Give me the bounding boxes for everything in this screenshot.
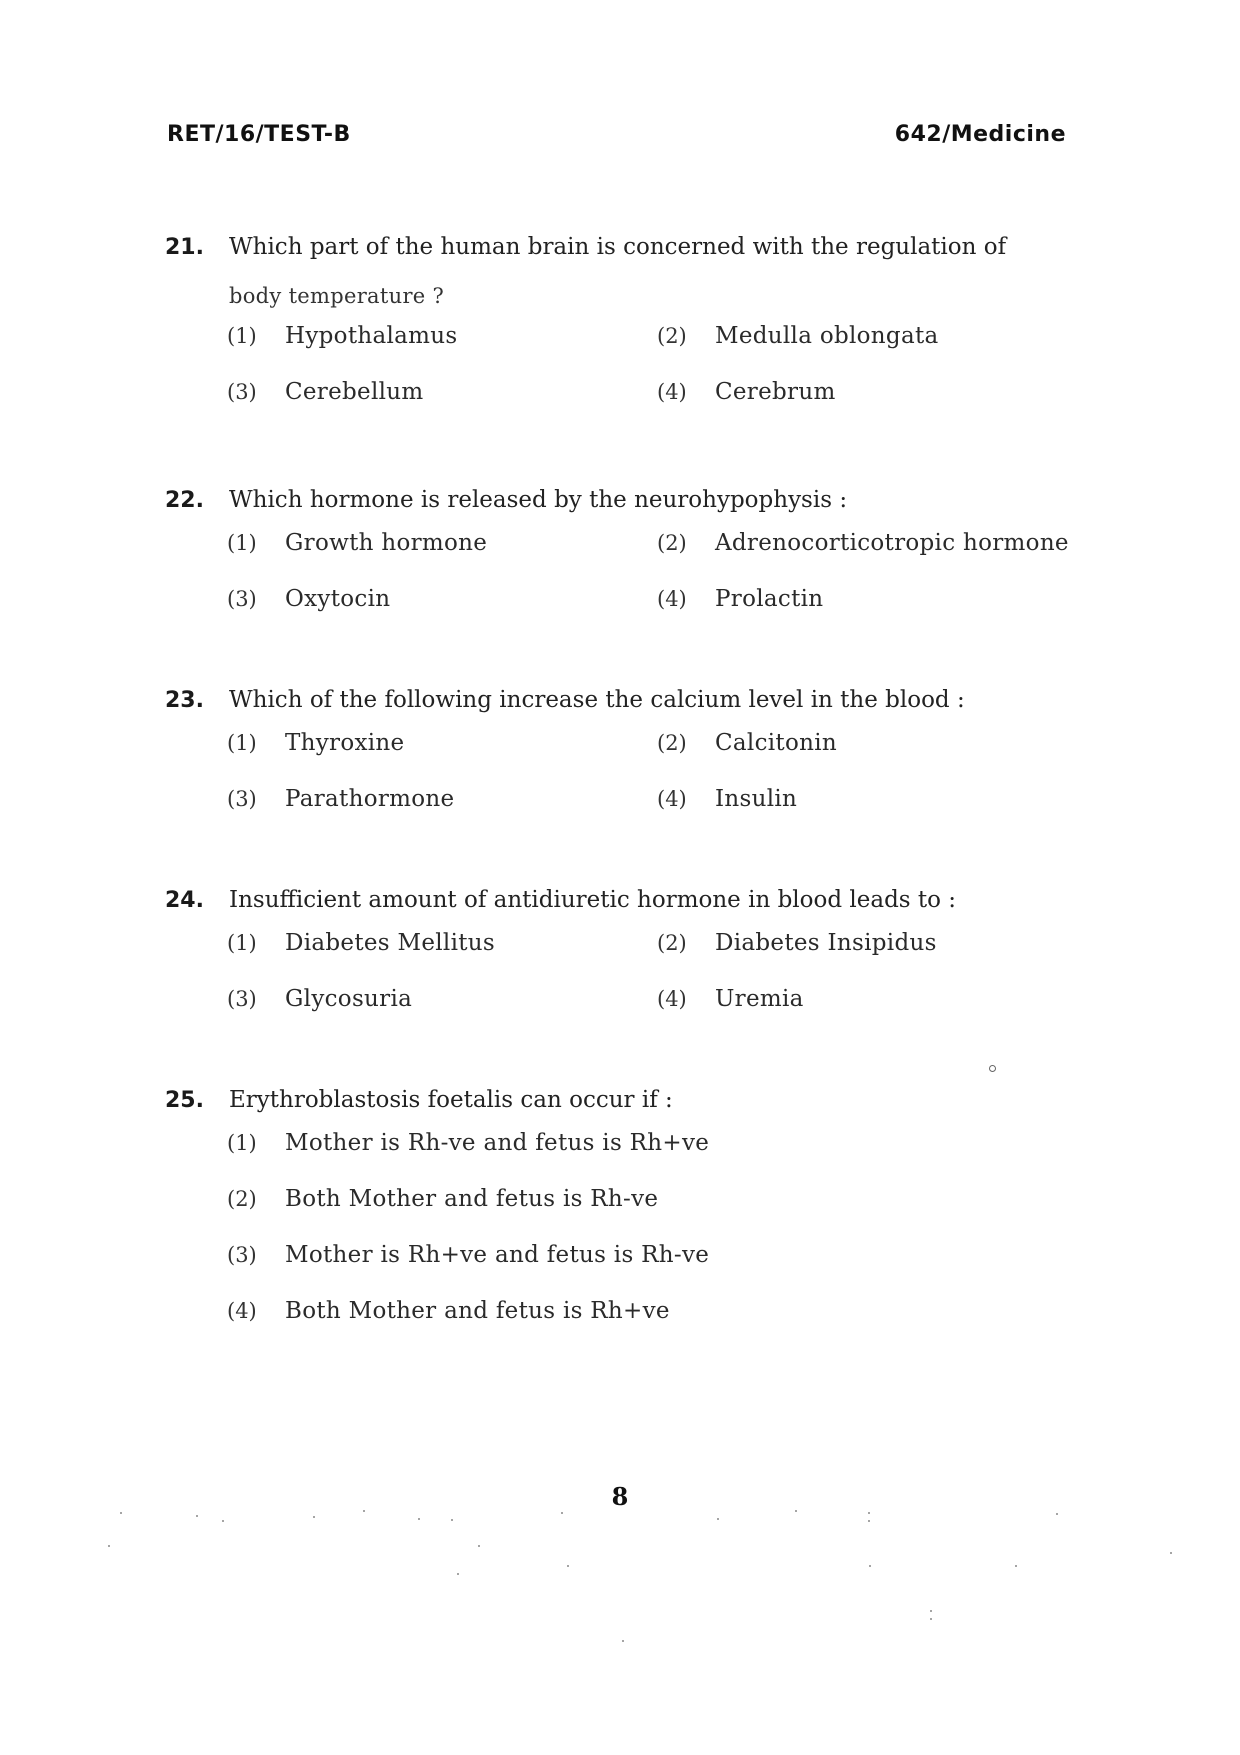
option-3 bbox=[227, 586, 657, 642]
option-text: Hypothalamus bbox=[285, 323, 458, 349]
stray-mark bbox=[989, 1065, 996, 1072]
option-number: (4) bbox=[657, 587, 687, 611]
option-number: (4) bbox=[227, 1299, 257, 1323]
scan-speck bbox=[222, 1520, 224, 1522]
option-number: (3) bbox=[227, 787, 257, 811]
option-number: (3) bbox=[227, 380, 257, 404]
scan-speck bbox=[418, 1518, 420, 1520]
option-text: Diabetes Mellitus bbox=[285, 930, 495, 956]
options-list bbox=[165, 1130, 1085, 1354]
question-text: Insufficient amount of antidiuretic hormone in blood leads to : bbox=[229, 887, 957, 913]
option-number: (2) bbox=[657, 531, 687, 555]
question-text: Erythroblastosis foetalis can occur if : bbox=[229, 1087, 673, 1113]
question-number: 23. bbox=[165, 688, 204, 713]
question-22 bbox=[165, 475, 1085, 642]
question-stem bbox=[165, 475, 1085, 526]
option-4 bbox=[657, 986, 1117, 1042]
question-23 bbox=[165, 675, 1085, 842]
scan-speck bbox=[313, 1516, 315, 1518]
option-text: Oxytocin bbox=[285, 586, 391, 612]
option-number: (1) bbox=[227, 1131, 257, 1155]
option-text: Thyroxine bbox=[285, 730, 405, 756]
scan-speck bbox=[869, 1565, 871, 1567]
question-stem bbox=[165, 875, 1085, 926]
question-text: Which hormone is released by the neurohypophysis : bbox=[229, 487, 848, 513]
scan-speck bbox=[478, 1545, 480, 1547]
option-number: (1) bbox=[227, 931, 257, 955]
scan-speck bbox=[108, 1545, 110, 1547]
option-text: Glycosuria bbox=[285, 986, 413, 1012]
option-text: Mother is Rh-ve and fetus is Rh+ve bbox=[285, 1130, 710, 1156]
scan-speck bbox=[561, 1512, 563, 1514]
scan-speck bbox=[451, 1519, 453, 1521]
question-number: 21. bbox=[165, 235, 204, 260]
scan-speck bbox=[1015, 1565, 1017, 1567]
option-text: Diabetes Insipidus bbox=[715, 930, 937, 956]
option-4 bbox=[657, 379, 1117, 435]
option-number: (3) bbox=[227, 587, 257, 611]
option-4 bbox=[657, 586, 1117, 642]
option-number: (1) bbox=[227, 324, 257, 348]
option-1 bbox=[227, 930, 657, 986]
option-number: (1) bbox=[227, 531, 257, 555]
option-2 bbox=[657, 530, 1117, 586]
question-number: 22. bbox=[165, 488, 204, 513]
option-1 bbox=[227, 323, 657, 379]
option-number: (2) bbox=[657, 324, 687, 348]
scan-speck bbox=[196, 1515, 198, 1517]
question-stem bbox=[165, 222, 1085, 273]
option-text: Cerebrum bbox=[715, 379, 836, 405]
question-stem bbox=[165, 1075, 1085, 1126]
option-text: Medulla oblongata bbox=[715, 323, 939, 349]
option-number: (2) bbox=[227, 1187, 257, 1211]
scan-speck bbox=[795, 1510, 797, 1512]
option-number: (1) bbox=[227, 731, 257, 755]
option-2 bbox=[227, 1186, 1087, 1242]
scan-speck bbox=[622, 1640, 624, 1642]
scan-speck bbox=[363, 1510, 365, 1512]
scan-speck bbox=[1170, 1552, 1172, 1554]
option-text: Both Mother and fetus is Rh+ve bbox=[285, 1298, 670, 1324]
option-3 bbox=[227, 1242, 1087, 1298]
scan-speck bbox=[868, 1512, 870, 1514]
scan-speck bbox=[1056, 1513, 1058, 1515]
subject-code: 642/Medicine bbox=[894, 122, 1066, 147]
option-number: (2) bbox=[657, 731, 687, 755]
option-3 bbox=[227, 379, 657, 435]
options-list bbox=[165, 323, 1085, 435]
option-text: Mother is Rh+ve and fetus is Rh-ve bbox=[285, 1242, 710, 1268]
option-2 bbox=[657, 930, 1117, 986]
option-number: (3) bbox=[227, 1243, 257, 1267]
option-text: Adrenocorticotropic hormone bbox=[715, 530, 1069, 556]
question-24 bbox=[165, 875, 1085, 1042]
page-number: 8 bbox=[611, 1482, 629, 1511]
question-stem bbox=[165, 675, 1085, 726]
scan-speck bbox=[930, 1618, 932, 1620]
option-text: Prolactin bbox=[715, 586, 824, 612]
question-text: Which part of the human brain is concerned with the regulation of bbox=[229, 234, 1007, 260]
question-number: 24. bbox=[165, 888, 204, 913]
option-number: (4) bbox=[657, 987, 687, 1011]
question-21 bbox=[165, 222, 1085, 435]
scan-speck bbox=[567, 1565, 569, 1567]
paper-code: RET/16/TEST-B bbox=[167, 122, 351, 147]
scan-speck bbox=[868, 1520, 870, 1522]
option-number: (3) bbox=[227, 987, 257, 1011]
option-4 bbox=[227, 1298, 1087, 1354]
option-number: (4) bbox=[657, 787, 687, 811]
option-2 bbox=[657, 730, 1117, 786]
option-text: Growth hormone bbox=[285, 530, 488, 556]
question-text-continued: body temperature ? bbox=[229, 284, 445, 308]
question-text: Which of the following increase the calcium level in the blood : bbox=[229, 687, 965, 713]
option-1 bbox=[227, 530, 657, 586]
question-number: 25. bbox=[165, 1088, 204, 1113]
option-text: Cerebellum bbox=[285, 379, 424, 405]
option-1 bbox=[227, 1130, 1087, 1186]
option-text: Uremia bbox=[715, 986, 804, 1012]
option-2 bbox=[657, 323, 1117, 379]
scan-speck bbox=[717, 1518, 719, 1520]
option-3 bbox=[227, 986, 657, 1042]
option-1 bbox=[227, 730, 657, 786]
option-text: Parathormone bbox=[285, 786, 455, 812]
options-list bbox=[165, 730, 1085, 842]
option-3 bbox=[227, 786, 657, 842]
scan-speck bbox=[930, 1610, 932, 1612]
options-list bbox=[165, 530, 1085, 642]
scan-speck bbox=[120, 1512, 122, 1514]
option-number: (4) bbox=[657, 380, 687, 404]
question-25 bbox=[165, 1075, 1085, 1354]
option-text: Calcitonin bbox=[715, 730, 837, 756]
option-number: (2) bbox=[657, 931, 687, 955]
scan-speck bbox=[457, 1573, 459, 1575]
option-text: Both Mother and fetus is Rh-ve bbox=[285, 1186, 659, 1212]
option-text: Insulin bbox=[715, 786, 798, 812]
options-list bbox=[165, 930, 1085, 1042]
option-4 bbox=[657, 786, 1117, 842]
